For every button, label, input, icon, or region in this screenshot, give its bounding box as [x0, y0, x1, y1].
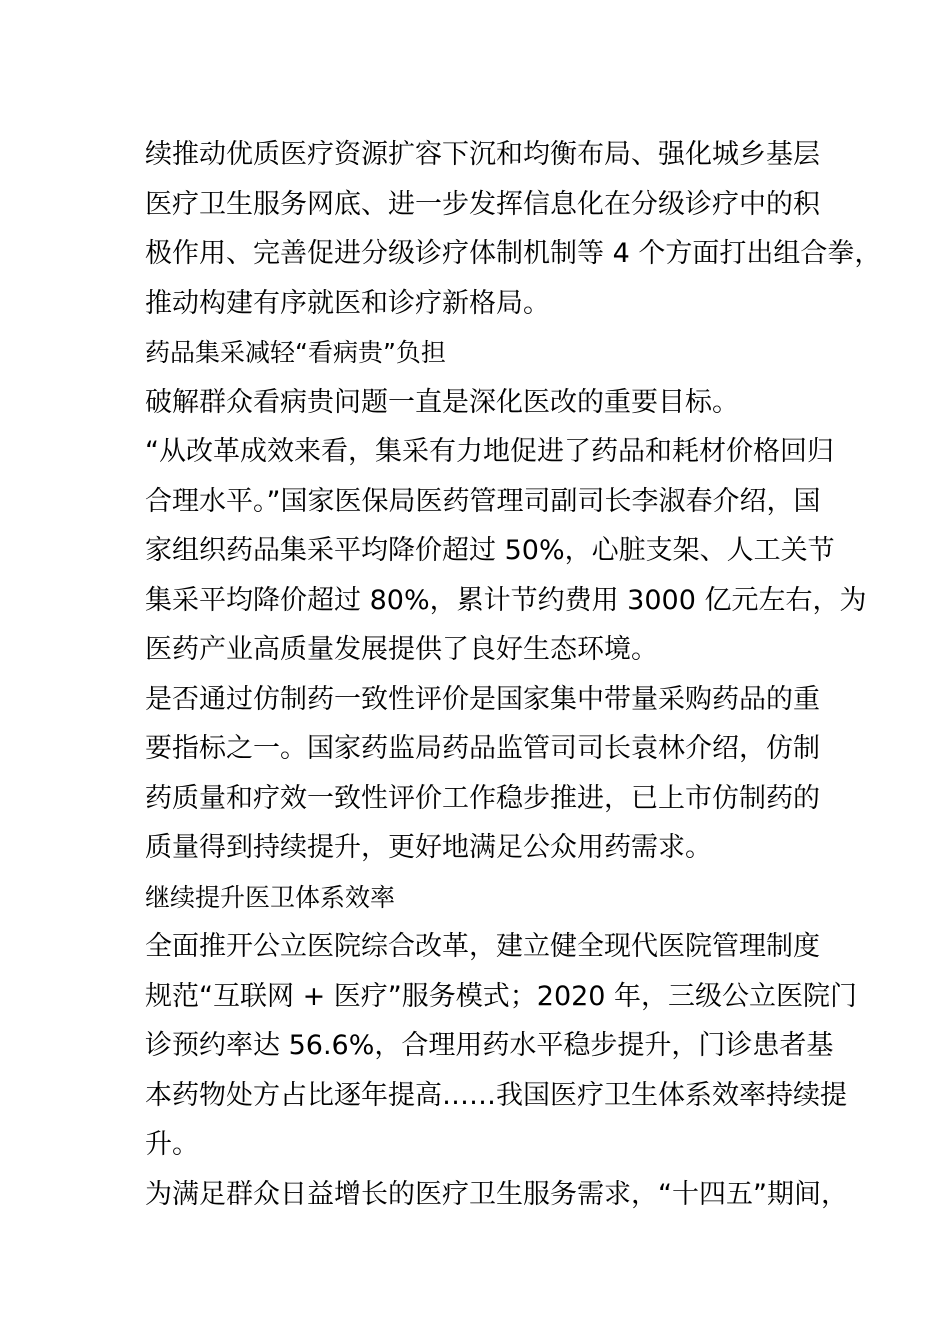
text-line: 合理水平。”国家医保局医药管理司副司长李淑春介绍，国 [145, 485, 821, 517]
paragraph [145, 922, 858, 1170]
paragraph [145, 130, 882, 328]
text-line: 全面推开公立医院综合改革，建立健全现代医院管理制度 [145, 931, 820, 962]
text-line: 为满足群众日益增长的医疗卫生服务需求，“十四五”期间， [145, 1178, 848, 1210]
text-line: 集采平均降价超过 80%，累计节约费用 3000 亿元左右，为 [145, 584, 867, 616]
text-line: 是否通过仿制药一致性评价是国家集中带量采购药品的重 [145, 683, 820, 715]
section-heading [145, 873, 825, 923]
text-line: 极作用、完善促进分级诊疗体制机制等 4 个方面打出组合拳， [145, 238, 882, 269]
text-line: 升。 [145, 1129, 199, 1160]
section-heading [145, 328, 825, 378]
text-line: 破解群众看病贵问题一直是深化医改的重要目标。 [145, 386, 739, 418]
paragraph [145, 378, 825, 428]
text-line: 推动构建有序就医和诊疗新格局。 [145, 287, 550, 319]
article-body [145, 130, 882, 1219]
text-line: 要指标之一。国家药监局药品监管司司长袁林介绍，仿制 [145, 733, 820, 764]
text-line: 诊预约率达 56.6%，合理用药水平稳步提升，门诊患者基 [145, 1030, 834, 1061]
text-line: 续推动优质医疗资源扩容下沉和均衡布局、强化城乡基层 [145, 139, 820, 170]
paragraph [145, 675, 825, 873]
text-line: 医疗卫生服务网底、进一步发挥信息化在分级诊疗中的积 [145, 188, 820, 220]
text-line: “从改革成效来看，集采有力地促进了药品和耗材价格回归 [145, 436, 834, 467]
text-line: 质量得到持续提升，更好地满足公众用药需求。 [145, 832, 712, 863]
text-line: 本药物处方占比逐年提高……我国医疗卫生体系效率持续提 [145, 1079, 847, 1111]
text-line: 医药产业高质量发展提供了良好生态环境。 [145, 634, 658, 665]
paragraph [145, 427, 867, 675]
text-line: 规范“互联网 + 医疗”服务模式；2020 年，三级公立医院门 [145, 980, 858, 1012]
text-line: 药质量和疗效一致性评价工作稳步推进，已上市仿制药的 [145, 782, 820, 814]
paragraph [145, 1170, 848, 1220]
heading-text: 药品集采减轻“看病贵”负担 [145, 338, 446, 367]
heading-text: 继续提升医卫体系效率 [145, 882, 396, 912]
text-line: 家组织药品集采平均降价超过 50%，心脏支架、人工关节 [145, 535, 835, 566]
